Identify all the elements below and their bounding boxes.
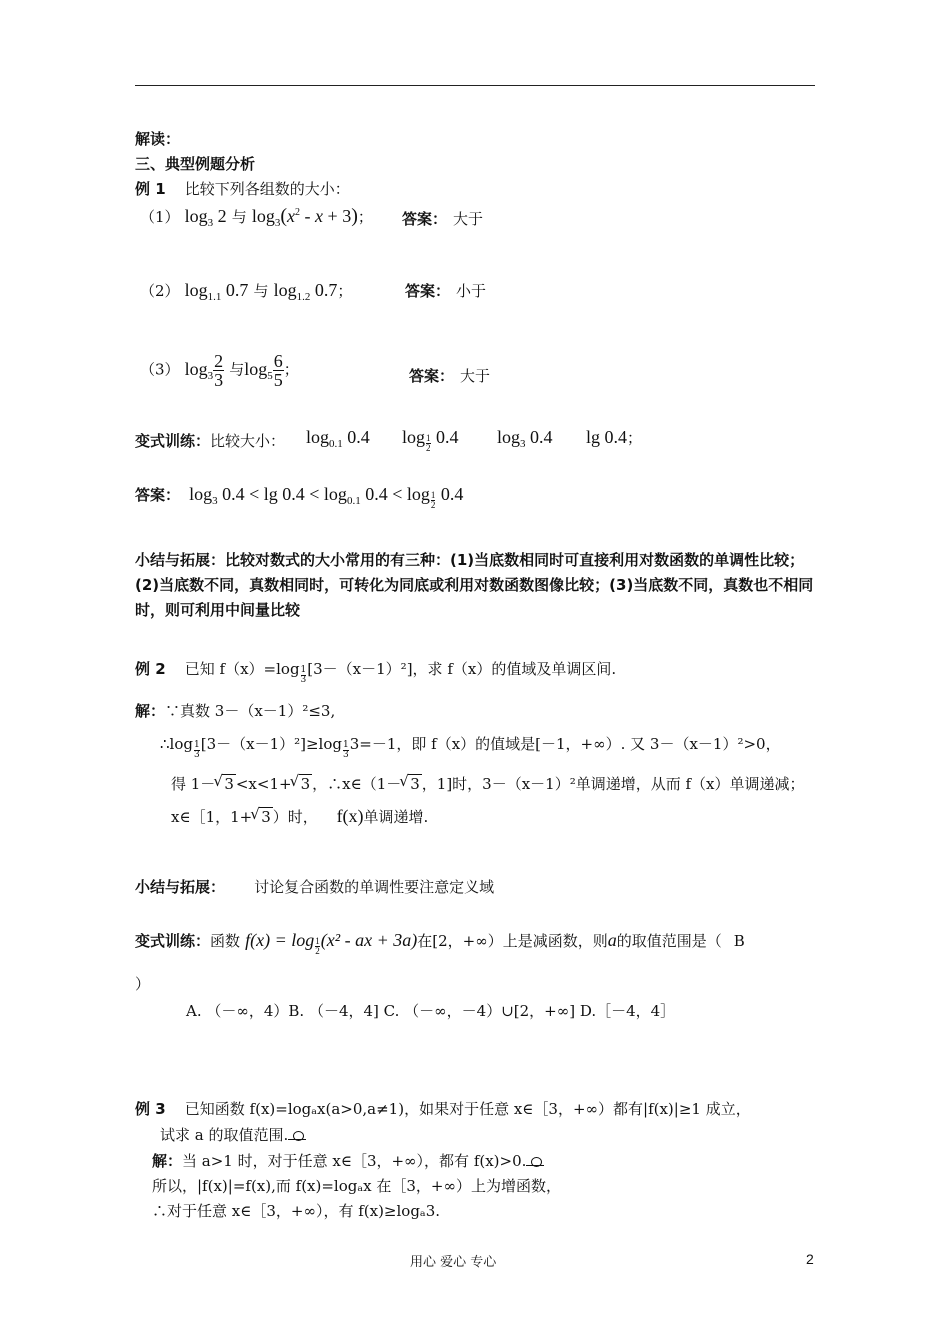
example-2-heading: 例 2 已知 f（x）=log $\frac{1}{3}$ [3－（x－1）²]，求 f（x）的值域及单调区间. (135, 660, 617, 685)
terminator: ； (337, 282, 353, 300)
snail-icon (526, 1157, 544, 1167)
example-3-solution-2: 所以，|f(x)|=f(x),而 f(x)=logₐx 在［3，+∞）上为增函数， (152, 1177, 561, 1195)
item-number: （3） (140, 360, 180, 379)
header-rule (135, 85, 815, 86)
example-2-prompt-tail: [3－（x－1）²]，求 f（x）的值域及单调区间. (307, 660, 617, 678)
item-number: （1） (140, 208, 180, 226)
example-1-heading (135, 178, 350, 199)
example-2-solution-4: x∈［1，1+√ 3 ）时， f(x)单调递增. (171, 806, 428, 827)
example-3-heading (135, 1098, 751, 1119)
variant-term: $\log_{0.1} 0.4$ (306, 427, 370, 450)
variant-close-paren: ） (135, 975, 151, 993)
example-1-label: 例 1 (135, 180, 166, 198)
variant-prompt-mid: 在[2，+∞）上是减函数，则 (417, 932, 608, 950)
log-expression: $\log_{1.1} 0.7$ (184, 280, 249, 303)
answer-value: 大于 (460, 367, 491, 385)
example-1-item-1 (140, 205, 373, 229)
variant-1 (135, 430, 285, 451)
log-expression: $\log_5$ $\frac{6}{5}$ (244, 351, 283, 390)
answer-value: 小于 (456, 282, 487, 300)
variant-prompt: 比较大小： (210, 432, 286, 450)
snail-icon (288, 1131, 306, 1141)
variant-answer: B (733, 932, 745, 950)
example-2-label: 例 2 (135, 660, 166, 678)
example-3-prompt: 已知函数 f(x)=logₐx(a>0,a≠1)，如果对于任意 x∈［3，+∞）都有|f(x)|≥1 成立， (184, 1100, 751, 1118)
variant-1-answer (135, 484, 463, 510)
example-2-prompt: 已知 f（x）=log (184, 660, 300, 678)
variant-term: log $\frac{1}{2}$ 0.4 (402, 427, 459, 453)
example-1-prompt: 比较下列各组数的大小： (184, 180, 350, 198)
log-expression: $\log_3$ $\frac{2}{3}$ (184, 351, 224, 390)
variant-label: 变式训练： (135, 432, 211, 450)
summary-label: 小结与拓展： (135, 878, 226, 896)
example-2-solution-3: 得 1－√ 3 <x<1+√ 3 ，∴x∈（1－√ 3 ，1]时，3－（x－1）²单调递增，从而 f（x）单调递减； (171, 773, 805, 794)
section-heading: 三、典型例题分析 (135, 155, 256, 173)
page-number: 2 (806, 1251, 814, 1267)
example-3-prompt-2: 试求 a 的取值范围. (160, 1124, 306, 1145)
variant-options: A. （－∞，4）B. （－4，4] C. （－∞，－4）∪[2，+∞] D.［－4，4］ (186, 1002, 676, 1020)
terminator: ； (357, 208, 373, 226)
answer-value: 大于 (453, 210, 484, 228)
log-expression: $\log_{1.2} 0.7$ (273, 280, 338, 303)
variant-label: 变式训练： (135, 932, 211, 950)
connector: 与 (231, 208, 247, 226)
terminator: ； (283, 360, 299, 379)
connector: 与 (229, 360, 245, 379)
example-1-answer-3 (409, 365, 490, 386)
example-1-item-2 (140, 280, 352, 303)
example-2-solution-1 (135, 700, 335, 721)
example-1-answer-1 (402, 208, 483, 229)
jiedu-label: 解读： (135, 130, 181, 148)
item-number: （2） (140, 282, 180, 300)
function-expression: f(x) = log $\frac{1}{2}$ (x² - ax + 3a) (245, 930, 418, 956)
solution-line: ∵真数 3－（x－1）²≤3, (165, 702, 336, 720)
solution-label: 解： (152, 1152, 183, 1170)
variant-term: $\log_3 0.4$ (497, 427, 553, 450)
variant-term: lg 0.4； (586, 427, 643, 447)
variable-a: a (607, 930, 617, 950)
answer-label: 答案： (405, 282, 451, 300)
connector: 与 (253, 282, 269, 300)
solution-line: 当 a>1 时，对于任意 x∈［3，+∞），都有 f(x)>0. (182, 1152, 527, 1170)
variant-2 (135, 930, 745, 956)
variant-prompt: 函数 (210, 932, 241, 950)
answer-chain: $\log_3 0.4 < \lg 0.4 < \log_{0.1} 0.4 < \log$ $\frac{1}{2}$ 0.4 (189, 484, 464, 510)
fraction: $\frac{6}{5}$ (273, 351, 283, 390)
fraction: $\frac{2}{3}$ (214, 351, 224, 390)
answer-label: 答案： (409, 367, 455, 385)
answer-label: 答案： (135, 486, 181, 504)
variant-prompt-tail: 的取值范围是（ (616, 932, 722, 950)
example-3-solution-3: ∴对于任意 x∈［3，+∞），有 f(x)≥logₐ3. (152, 1202, 441, 1220)
example-1-item-3 (140, 352, 299, 389)
example-3-solution-1 (152, 1150, 544, 1171)
footer-text: 用心 爱心 专心 (410, 1255, 497, 1270)
example-1-answer-2 (405, 280, 486, 301)
example-3-label: 例 3 (135, 1100, 166, 1118)
summary-2 (135, 876, 494, 897)
example-2-solution-2: ∴log $\frac{1}{3}$ [3－（x－1）²]≥log $\frac{1}{3}$ 3=－1，即 f（x）的值域是[－1，+∞）. 又 3－（x－1）²>0， (160, 735, 781, 760)
summary-paragraph: 小结与拓展：比较对数式的大小常用的有三种：(1)当底数相同时可直接利用对数函数的单调性比较；(2)当底数不同，真数相同时，可转化为同底或利用对数函数图像比较；(3)当底数不同，真数也不相同时，则可利用中间量比较 (135, 551, 814, 619)
summary-text: 讨论复合函数的单调性要注意定义域 (254, 878, 495, 896)
log-expression: $\log_3(x^2 - x + 3)$ (251, 205, 358, 229)
answer-label: 答案： (402, 210, 448, 228)
log-expression: $\log_3 2$ (184, 206, 227, 229)
solution-label: 解： (135, 702, 166, 720)
